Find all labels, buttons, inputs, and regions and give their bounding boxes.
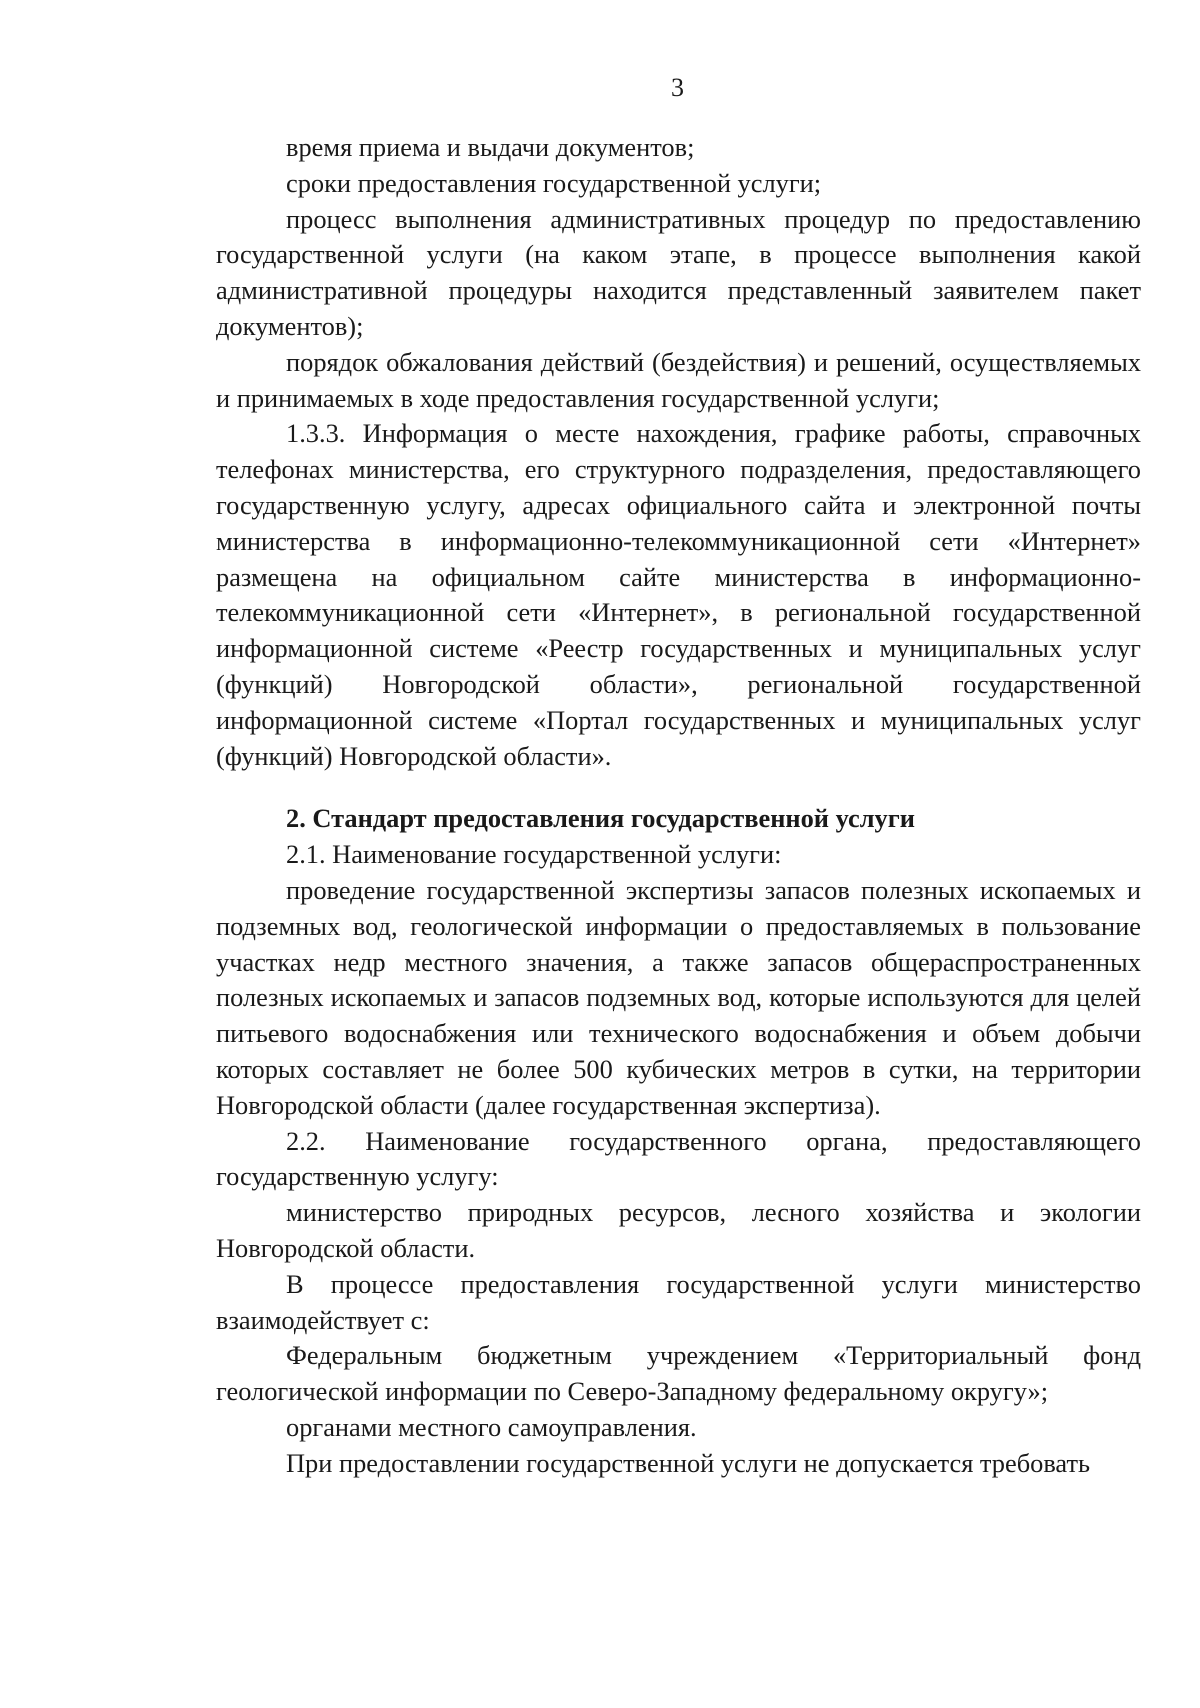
paragraph-service-terms: сроки предоставления государственной услуги;: [286, 167, 822, 198]
paragraph-federal-institution: Федеральным бюджетным учреждением «Территориальный фонд геологической информации по Северо-Западному федеральному округу»;: [216, 1340, 1141, 1407]
paragraph-1-3-3-info: 1.3.3. Информация о месте нахождения, графике работы, справочных телефонах министерства, его структурного подразделения, предоставляющего государственную услугу, адресах официального сайта и электронной почты министерства в информационно-телекоммуникационной сети «Интернет» размещена на официальном сайте министерства в информационно-телекоммуникационной сети «Интернет», в региональной государственной информационной системе «Реестр государственных и муниципальных услуг (функций) Новгородской области», региональной государственной информационной системе «Портал государственных и муниципальных услуг (функций) Новгородской области».: [216, 418, 1141, 771]
paragraph-local-government: органами местного самоуправления.: [286, 1411, 697, 1442]
paragraph-ministry-name: министерство природных ресурсов, лесного хозяйства и экологии Новгородской области.: [216, 1197, 1141, 1263]
document-body: [216, 130, 1141, 1481]
paragraph-procedure-process: процесс выполнения административных процедур по предоставлению государственной услуги (на каком этапе, в процессе выполнения какой административной процедуры находится представленный заявителем пакет документов);: [216, 203, 1141, 341]
section-spacer: [216, 774, 1141, 801]
paragraph-reception-time: время приема и выдачи документов;: [286, 132, 695, 162]
paragraph-2-1-title: 2.1. Наименование государственной услуги:: [286, 839, 782, 870]
paragraph-interaction: В процессе предоставления государственной услуги министерство взаимодействует с:: [216, 1268, 1141, 1335]
page-number: 3: [671, 73, 684, 102]
section-heading: 2. Стандарт предоставления государственной услуги: [286, 803, 915, 834]
paragraph-not-allowed: При предоставлении государственной услуги не допускается требовать: [286, 1447, 1091, 1478]
paragraph-service-name: проведение государственной экспертизы запасов полезных ископаемых и подземных вод, геологической информации о предоставляемых в пользование участках недр местного значения, а также запасов общераспространенных полезных ископаемых и запасов подземных вод, которые используются для целей питьевого водоснабжения или технического водоснабжения и объем добычи которых составляет не более 500 кубических метров в сутки, на территории Новгородской области (далее государственная экспертиза).: [216, 874, 1141, 1120]
paragraph-appeal-order: порядок обжалования действий (бездействия) и решений, осуществляемых и принимаемых в ходе предоставления государственной услуги;: [216, 346, 1141, 413]
paragraph-2-2-title: 2.2. Наименование государственного органа, предоставляющего государственную услугу:: [216, 1125, 1141, 1192]
